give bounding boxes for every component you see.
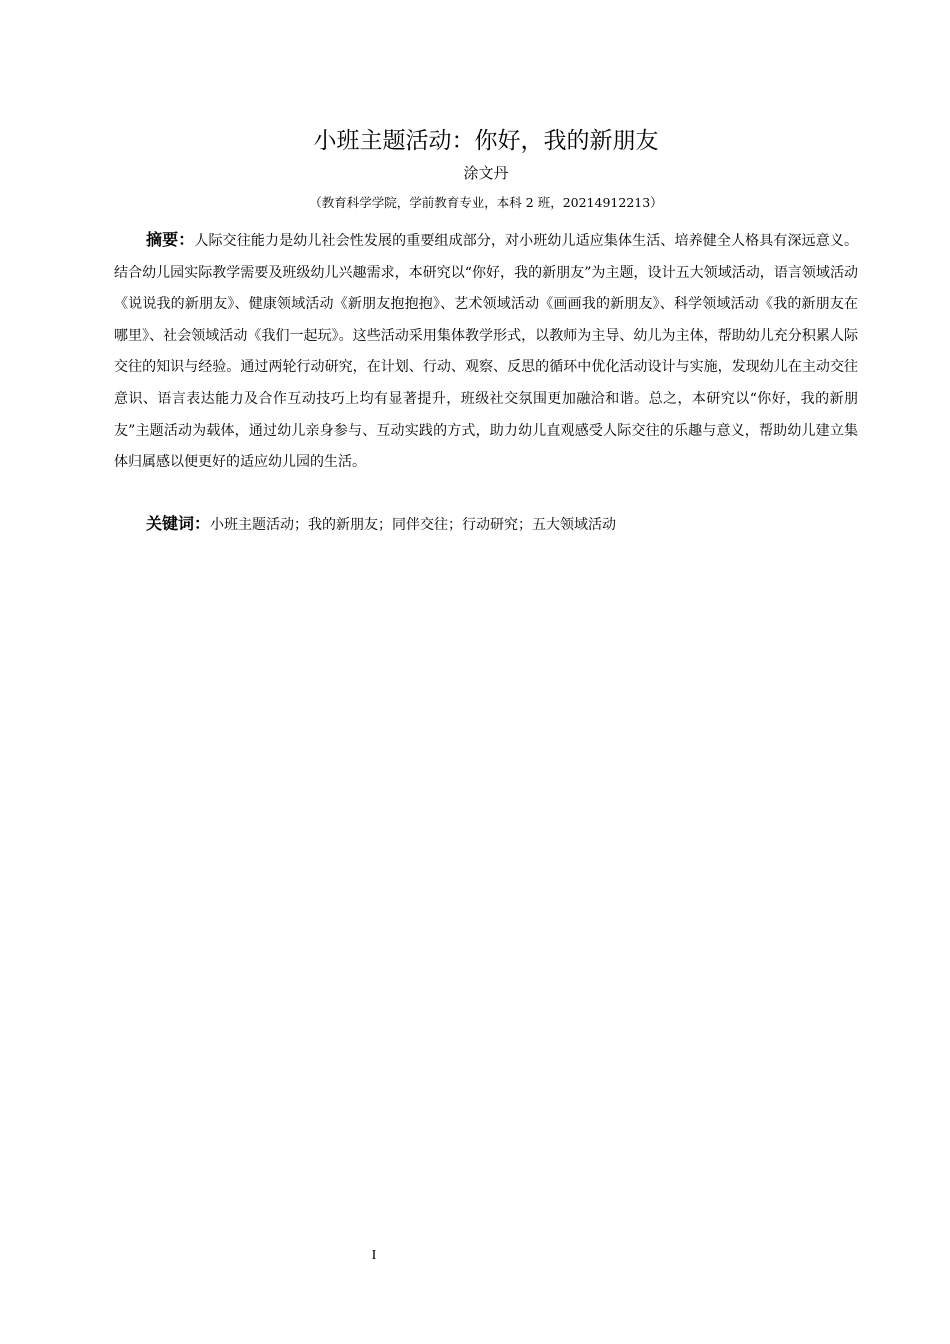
keywords-paragraph: [114, 510, 858, 539]
abstract-paragraph: [114, 224, 858, 479]
page-number: I: [371, 1248, 377, 1263]
keywords-text: 小班主题活动；我的新朋友；同伴交往；行动研究；五大领域活动: [210, 517, 617, 533]
author-name: 涂文丹: [463, 164, 509, 182]
author-affiliation: （教育科学学院，学前教育专业，本科 2 班，20214912213）: [309, 195, 663, 210]
keywords-label: 关键词：: [146, 514, 211, 533]
document-title: 小班主题活动：你好，我的新朋友: [313, 128, 659, 154]
abstract-label: 摘要：: [146, 230, 195, 249]
abstract-text: 人际交往能力是幼儿社会性发展的重要组成部分，对小班幼儿适应集体生活、培养健全人格具有深远意义。结合幼儿园实际教学需要及班级幼儿兴趣需求，本研究以“你好，我的新朋友”为主题，设计五大领域活动，语言领域活动《说说我的新朋友》、健康领域活动《新朋友抱抱抱》、艺术领域活动《画画我的新朋友》、科学领域活动《我的新朋友在哪里》、社会领域活动《我们一起玩》。这些活动采用集体教学形式，以教师为主导、幼儿为主体，帮助幼儿充分积累人际交往的知识与经验。通过两轮行动研究，在计划、行动、观察、反思的循环中优化活动设计与实施，发现幼儿在主动交往意识、语言表达能力及合作互动技巧上均有显著提升，班级社交氛围更加融洽和谐。总之，本研究以“你好，我的新朋友”主题活动为载体，通过幼儿亲身参与、互动实践的方式，助力幼儿直观感受人际交往的乐趣与意义，帮助幼儿建立集体归属感以便更好的适应幼儿园的生活。: [114, 233, 858, 471]
